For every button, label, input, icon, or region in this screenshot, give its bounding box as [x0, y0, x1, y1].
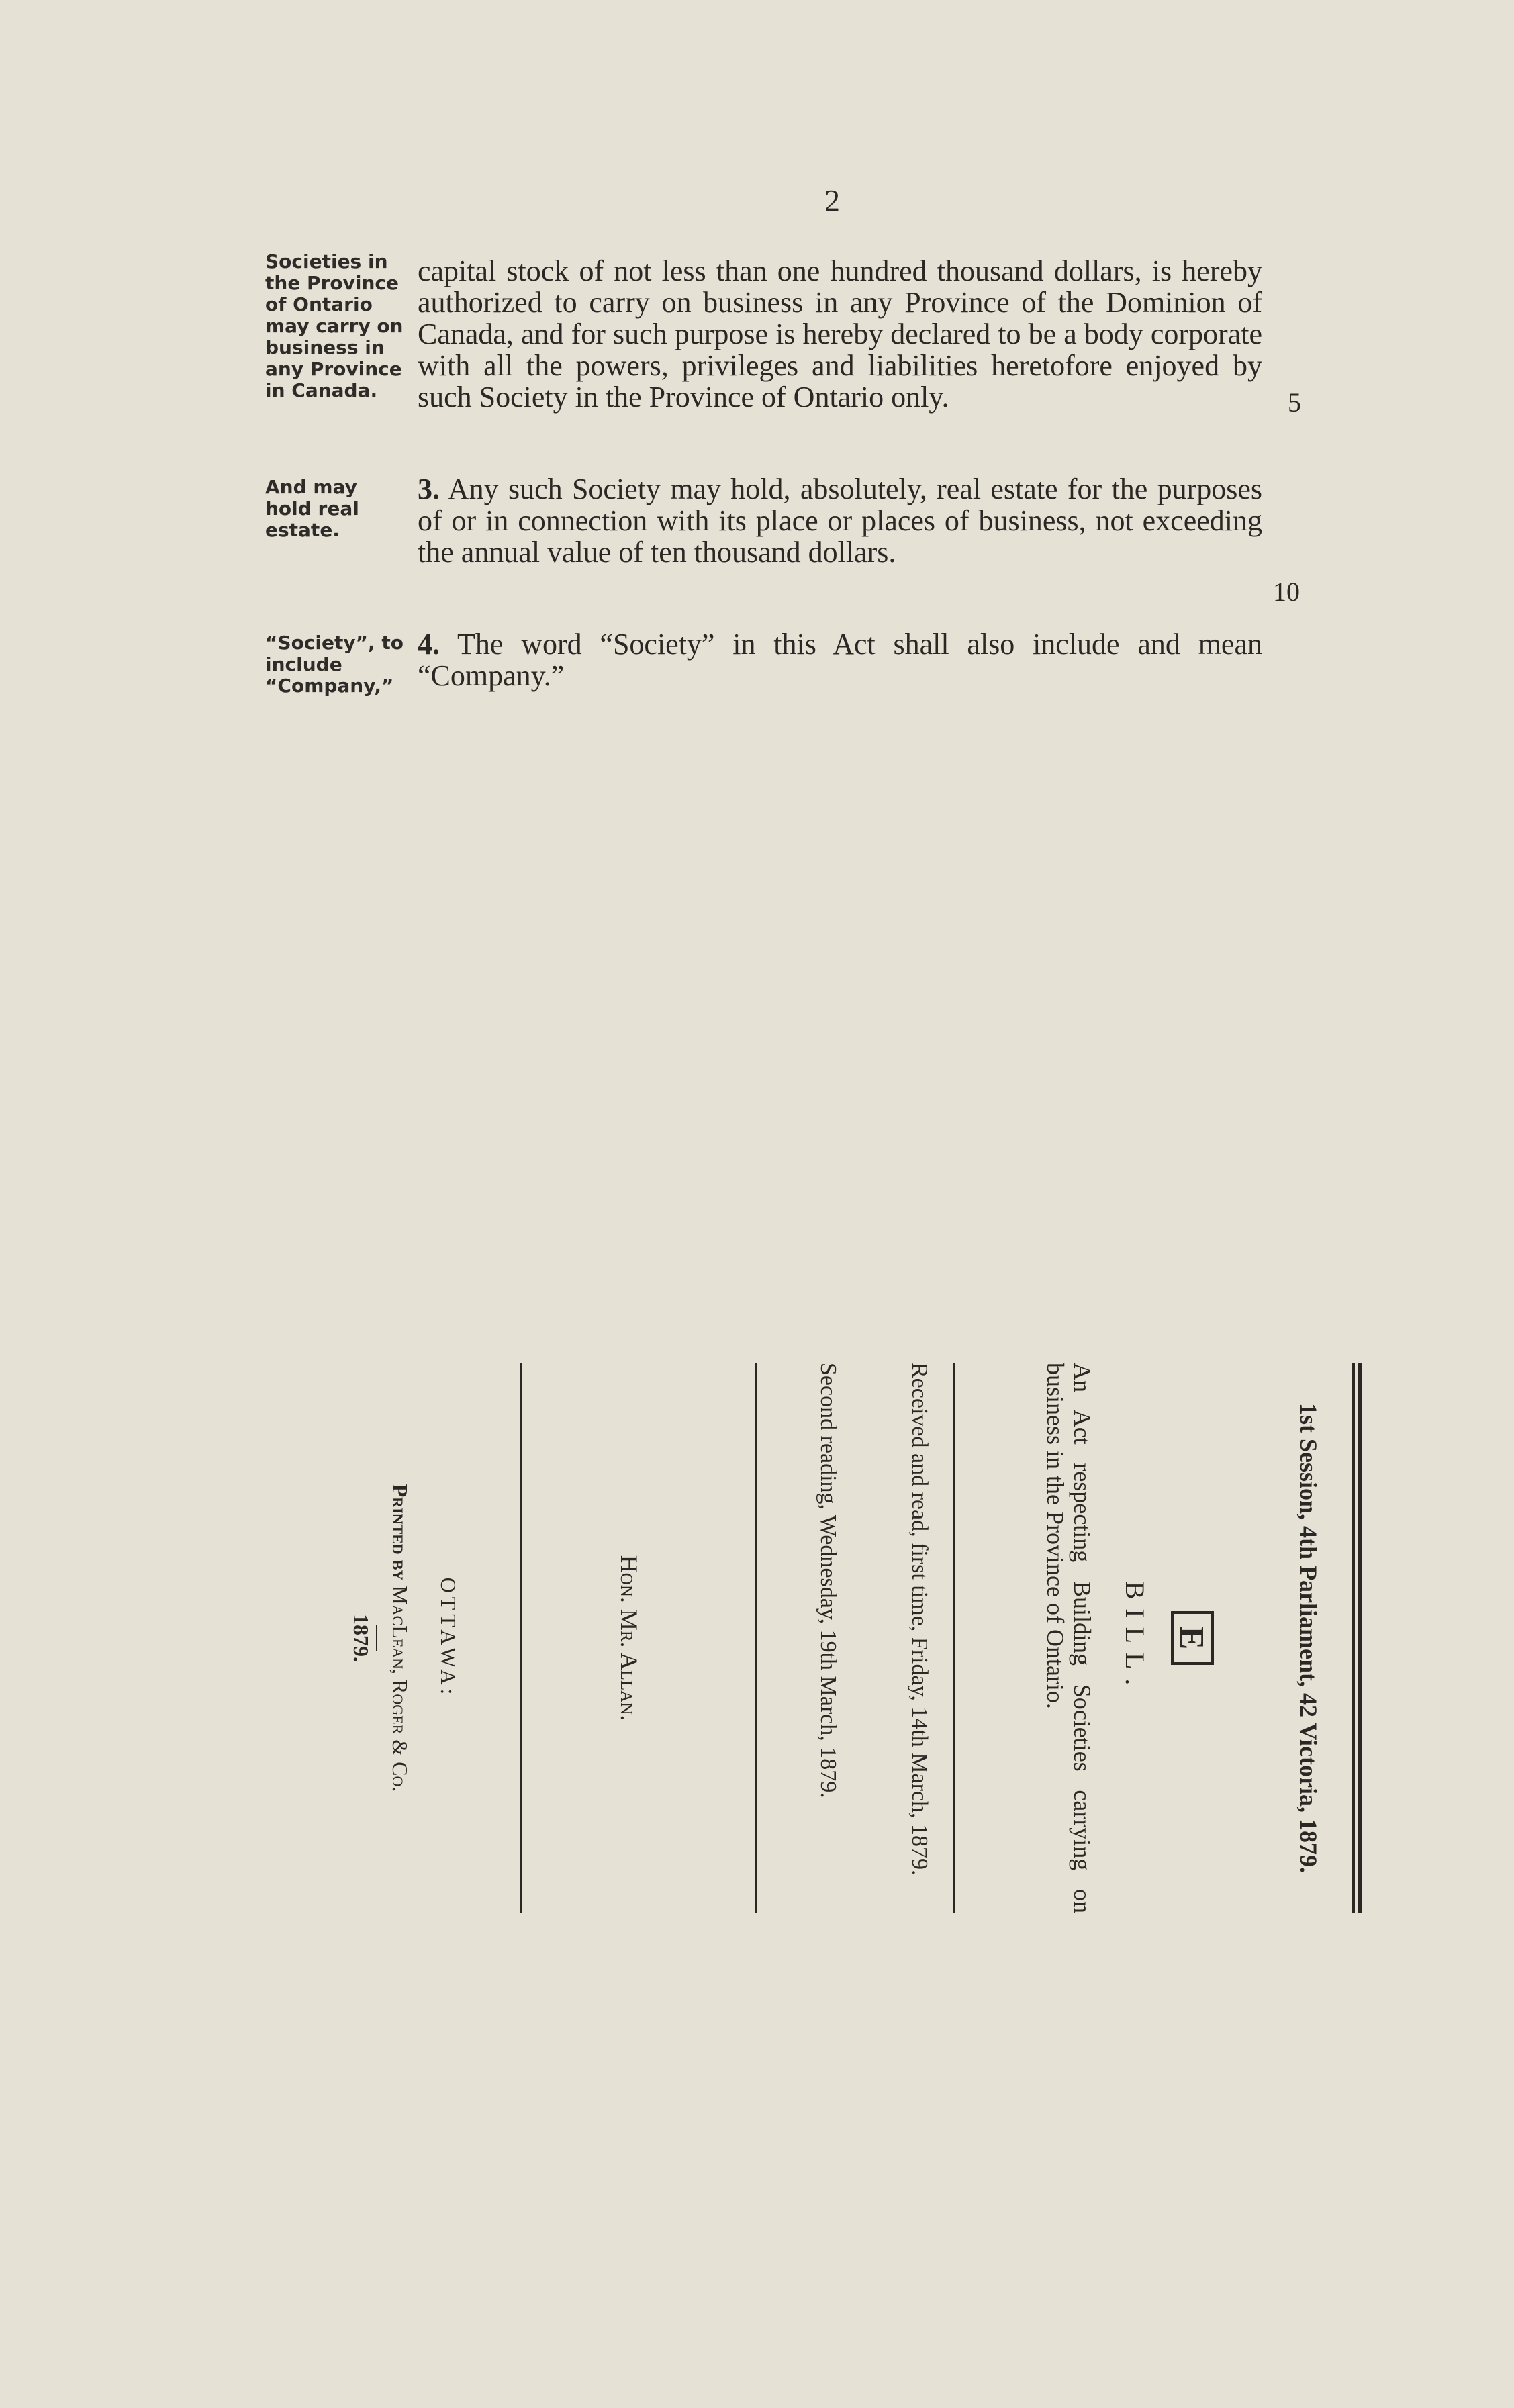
- bill-heading: BILL.: [1120, 1581, 1150, 1695]
- line-number-5: 5: [1288, 387, 1301, 418]
- section-3: [418, 473, 1262, 568]
- divider: [953, 1363, 955, 1913]
- section-2-continuation: capital stock of not less than one hundred thousand dollars, is hereby authorized to carry on business in any Province of the Dominion of Canada, and for such purpose is hereby declared to be a body corporate with all the powers, privileges and liabilities heretofore enjoyed by such Society in the Province of Ontario only.: [418, 254, 1262, 414]
- bill-letter: E: [1171, 1611, 1214, 1665]
- printed-by: Printed by: [388, 1484, 412, 1581]
- year-rule: [376, 1625, 377, 1651]
- section-4: [418, 628, 1262, 691]
- place-of-printing: OTTAWA:: [436, 1577, 461, 1699]
- bill-title: An Act respecting Building Societies carrying on business in the Province of Ontario.: [1042, 1363, 1096, 1913]
- print-year: 1879.: [349, 1614, 373, 1662]
- session-line: 1st Session, 4th Parliament, 42 Victoria, 1879.: [1295, 1403, 1322, 1873]
- printer-name: MacLean, Roger & Co.: [388, 1586, 412, 1792]
- divider: [755, 1363, 757, 1913]
- line-number-10: 10: [1273, 577, 1300, 607]
- margin-note-society-definition: “Society”, to include “Company,”: [265, 632, 404, 697]
- margin-note-societies: Societies in the Province of Ontario may carry on business in any Province in Canada.: [265, 250, 404, 401]
- second-reading: Second reading, Wednesday, 19th March, 1879.: [816, 1363, 841, 1798]
- divider: [520, 1363, 522, 1913]
- section-4-number: 4.: [418, 628, 440, 661]
- section-4-text: The word “Society” in this Act shall also include and mean “Company.”: [418, 628, 1262, 692]
- double-rule: [1348, 1363, 1362, 1913]
- section-3-number: 3.: [418, 473, 440, 505]
- printer-line: [387, 1363, 412, 1913]
- page-number: 2: [824, 183, 840, 218]
- bill-endorsement: [153, 1363, 1362, 1913]
- sponsor-name: Hon. Mr. Allan.: [616, 1555, 643, 1721]
- margin-note-real-estate: And may hold real estate.: [265, 476, 359, 541]
- section-3-text: Any such Society may hold, absolutely, real estate for the purposes of or in connection with its place or places of business, not exceeding the annual value of ten thousand dollars.: [418, 473, 1262, 569]
- first-reading: Received and read, first time, Friday, 14th March, 1879.: [907, 1363, 932, 1876]
